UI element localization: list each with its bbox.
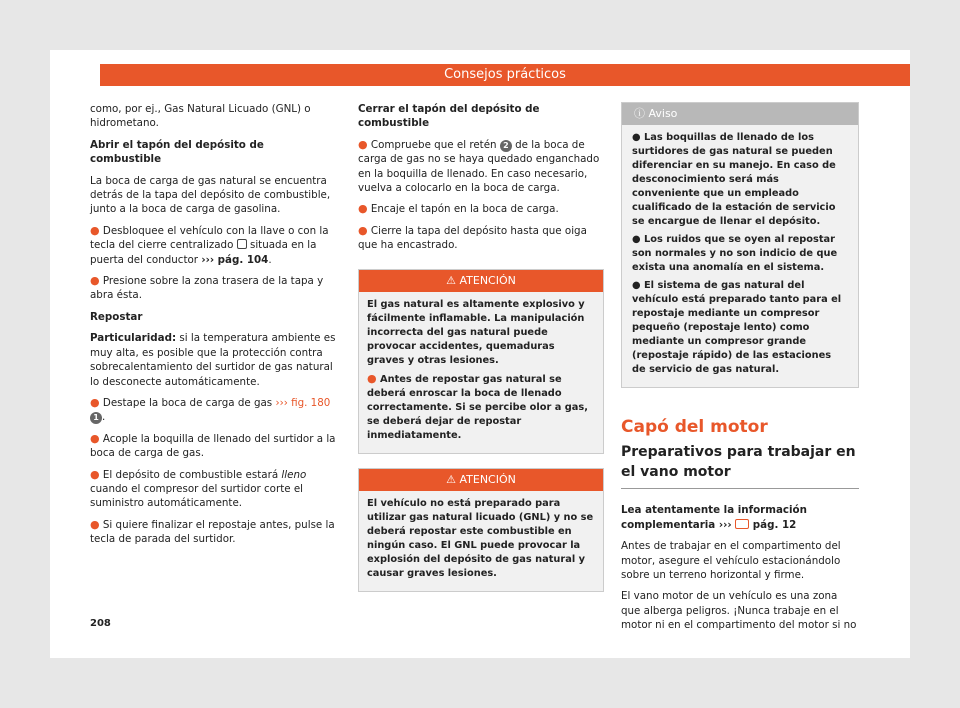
notice-header: ⓘ Aviso	[622, 103, 858, 125]
info-icon: ⓘ	[634, 107, 645, 120]
list-item: ● Acople la boquilla de llenado del surtidor a la boca de carga de gas.	[90, 431, 336, 460]
notice-box	[621, 102, 859, 388]
bullet-icon: ●	[90, 395, 100, 409]
bullet-icon: ●	[632, 280, 641, 291]
lock-icon	[237, 239, 247, 249]
callout-number: 2	[500, 140, 512, 152]
column-right	[621, 102, 859, 640]
body-text: Particularidad: si la temperatura ambiente es muy alta, es posible que la protección contra sobrecalentamiento del surtidor de gas natural lo desconecte automáticamente.	[90, 332, 336, 388]
heading-abrir: Abrir el tapón del depósito de combustible	[90, 138, 264, 166]
list-item: ● Compruebe que el retén 2 de la boca de carga de gas no se haya quedado enganchado en la boquilla de llenado. En caso necesario, vuelva a colocarlo en la boca de carga.	[358, 137, 600, 195]
list-item: ● Cierre la tapa del depósito hasta que oiga que ha encastrado.	[358, 223, 587, 252]
list-item: ● El depósito de combustible estará lleno cuando el compresor del surtidor corte el suministro automáticamente.	[90, 467, 307, 510]
list-item: ● Encaje el tapón en la boca de carga.	[358, 202, 559, 216]
warning-body: El gas natural es altamente explosivo y fácilmente inflamable. La manipulación incorrecta del gas natural puede provocar accidentes, quemaduras graves y otras lesiones. ● Antes de repostar gas natural se deberá enroscar la boca de llenado correctamente. Si se percibe olor a gas, se deberá dejar de repostar inmediatamente.	[367, 298, 588, 441]
bullet-icon: ●	[358, 223, 368, 237]
page-number: 208	[90, 618, 111, 629]
bullet-icon: ●	[358, 137, 368, 151]
body-text: El vano motor de un vehículo es una zona que alberga peligros. ¡Nunca trabaje en el motor ni en el compartimento del motor si no	[621, 590, 857, 632]
figure-ref-link[interactable]: ››› fig. 180	[275, 396, 331, 409]
page-ref-link[interactable]: ››› pág. 104	[201, 253, 269, 266]
bullet-icon: ●	[358, 202, 368, 216]
body-text: Antes de trabajar en el compartimento del motor, asegure el vehículo estacionándolo sobre un terreno horizontal y firme.	[621, 540, 841, 582]
column-left	[90, 102, 338, 554]
bullet-icon: ●	[90, 467, 100, 481]
bullet-icon: ●	[90, 223, 100, 237]
subsection-title: Preparativos para trabajar en el vano motor	[621, 442, 859, 489]
bullet-icon: ●	[90, 431, 100, 445]
warning-box	[358, 269, 604, 454]
heading-cerrar: Cerrar el tapón del depósito de combustible	[358, 103, 540, 130]
section-title: Capó del motor	[621, 417, 768, 437]
bullet-icon: ●	[367, 371, 377, 385]
warning-box	[358, 468, 604, 592]
warning-header: ⚠ ATENCIÓN	[359, 469, 603, 491]
warning-body: El vehículo no está preparado para utilizar gas natural licuado (GNL) y no se deberá repostar este combustible en ningún caso. El GNL puede provocar la explosión del depósito de gas natural y causar graves lesiones.	[367, 497, 594, 579]
page-ref-link[interactable]: pág. 12	[752, 518, 797, 531]
intro-text: como, por ej., Gas Natural Licuado (GNL) o hidrometano.	[90, 103, 311, 130]
bullet-icon: ●	[90, 517, 100, 531]
warning-icon: ⚠	[446, 273, 456, 287]
warning-icon: ⚠	[446, 472, 456, 486]
list-item: ● Si quiere finalizar el repostaje antes, pulse la tecla de parada del surtidor.	[90, 517, 335, 546]
book-icon	[735, 519, 749, 529]
notice-body: ● Las boquillas de llenado de los surtidores de gas natural se pueden diferenciar en su manejo. En caso de desconocimiento será más conveniente que un empleado cualificado de la estación de servicio se encargue de llenar el depósito. ● Los ruidos que se oyen al repostar son normales y no son indicio de que exista una anomalía en el sistema. ● El sistema de gas natural del vehículo está preparado tanto para el repostaje mediante un compresor pequeño (repostaje lento) como mediante un compresor grande (repostaje rápido) de las estaciones de servicio de gas natural.	[632, 132, 842, 375]
body-text: La boca de carga de gas natural se encuentra detrás de la tapa del depósito de combustible, junto a la boca de carga de gasolina.	[90, 174, 331, 216]
bullet-icon: ●	[632, 132, 641, 143]
warning-header: ⚠ ATENCIÓN	[359, 270, 603, 292]
list-item: ● Desbloquee el vehículo con la llave o con la tecla del cierre centralizado situada en la puerta del conductor ››› pág. 104.	[90, 223, 329, 266]
bullet-icon: ●	[90, 274, 100, 288]
info-ref: Lea atentamente la información complementaria ››› pág. 12	[621, 504, 807, 531]
manual-page	[50, 50, 910, 658]
list-item: ● Presione sobre la zona trasera de la tapa y abra ésta.	[90, 274, 324, 302]
column-middle	[358, 102, 604, 606]
list-item: ● Destape la boca de carga de gas ››› fig. 180 1 .	[90, 395, 331, 424]
callout-number: 1	[90, 412, 102, 424]
bullet-icon: ●	[632, 234, 641, 245]
section-header: Consejos prácticos	[100, 64, 910, 86]
heading-repostar: Repostar	[90, 310, 143, 323]
